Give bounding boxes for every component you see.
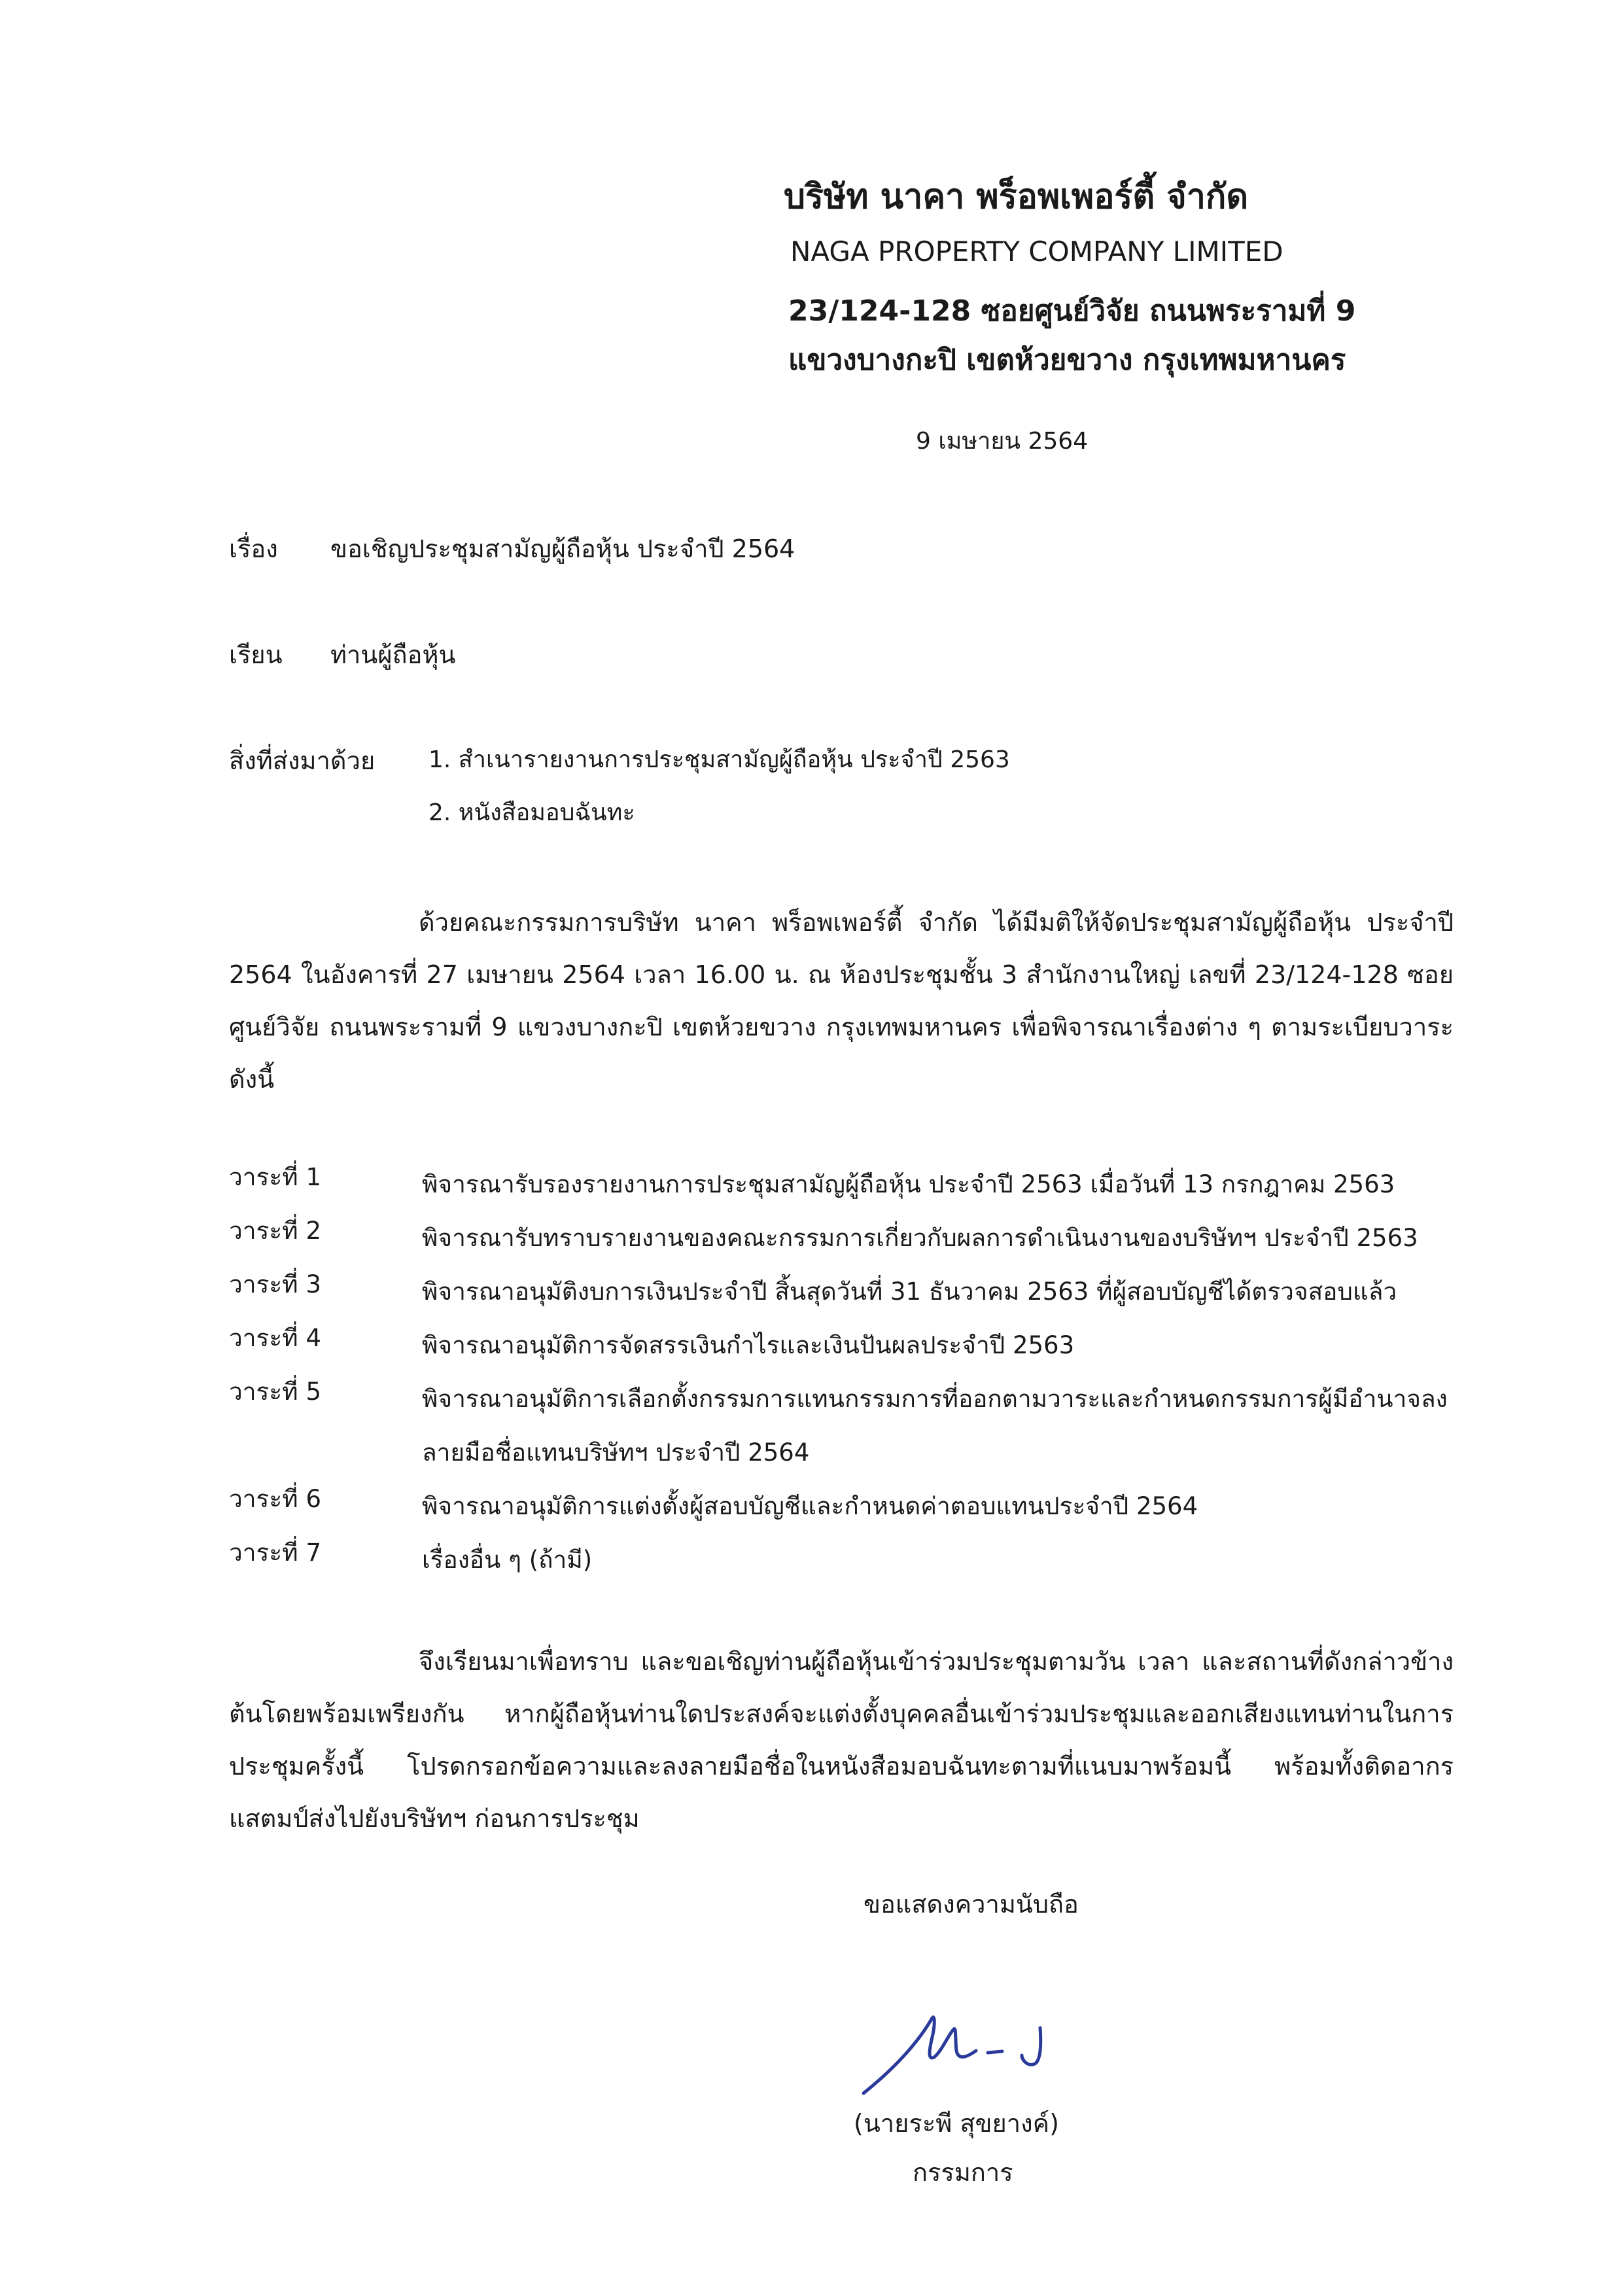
company-name-thai: บริษัท นาคา พร็อพเพอร์ตี้ จำกัด (784, 177, 1249, 217)
agenda-item (229, 1319, 1472, 1372)
handwritten-signature (850, 1995, 1060, 2106)
intro-paragraph-text: ด้วยคณะกรรมการบริษัท นาคา พร็อพเพอร์ตี้ จำกัด ได้มีมติให้จัดประชุมสามัญผู้ถือหุ้น ประจำปี 2564 ในอังคารที่ 27 เมษายน 2564 เวลา 16.00 น. ณ ห้องประชุมชั้น 3 สำนักงานใหญ่ เลขที่ 23/124-128 ซอยศูนย์วิจัย ถนนพระรามที่ 9 แขวงบางกะปิ เขตห้วยขวาง กรุงเทพมหานคร เพื่อพิจารณาเรื่องต่าง ๆ ตามระเบียบวาระดังนี้ (229, 908, 1454, 1094)
agenda-label: วาระที่ 2 (229, 1217, 321, 1245)
company-name-english: NAGA PROPERTY COMPANY LIMITED (790, 235, 1283, 268)
signer-position: กรรมการ (913, 2158, 1013, 2187)
closing-paragraph-text: จึงเรียนมาเพื่อทราบ และขอเชิญท่านผู้ถือหุ้นเข้าร่วมประชุมตามวัน เวลา และสถานที่ดังกล่าวข้างต้นโดยพร้อมเพรียงกัน หากผู้ถือหุ้นท่านใดประสงค์จะแต่งตั้งบุคคลอื่นเข้าร่วมประชุมและออกเสียงแทนท่านในการประชุมครั้งนี้ โปรดกรอกข้อความและลงลายมือชื่อในหนังสือมอบฉันทะตามที่แนบมาพร้อมนี้ พร้อมทั้งติดอากรแสตมป์ส่งไปยังบริษัทฯ ก่อนการประชุม (229, 1647, 1454, 1833)
company-address-line2: แขวงบางกะปิ เขตห้วยขวาง กรุงเทพมหานคร (788, 343, 1346, 377)
agenda-item (229, 1265, 1472, 1319)
enclosure-item: 1. สำเนารายงานการประชุมสามัญผู้ถือหุ้น ประจำปี 2563 (428, 746, 1010, 773)
agenda-item (229, 1533, 1472, 1587)
recipient-text: ท่านผู้ถือหุ้น (330, 640, 456, 669)
agenda-label: วาระที่ 5 (229, 1378, 321, 1406)
agenda-list (229, 1158, 1472, 1587)
enclosures-label: สิ่งที่ส่งมาด้วย (229, 746, 375, 775)
agenda-text: พิจารณาอนุมัติการเลือกตั้งกรรมการแทนกรรมการที่ออกตามวาระและกำหนดกรรมการผู้มีอำนาจลงลายมือชื่อแทนบริษัทฯ ประจำปี 2564 (422, 1385, 1448, 1467)
agenda-text: พิจารณารับทราบรายงานของคณะกรรมการเกี่ยวกับผลการดำเนินงานของบริษัทฯ ประจำปี 2563 (422, 1224, 1418, 1252)
signer-name: (นายระพี สุขยางค์) (854, 2109, 1059, 2138)
agenda-label: วาระที่ 1 (229, 1163, 321, 1191)
agenda-label: วาระที่ 4 (229, 1324, 321, 1352)
agenda-item (229, 1372, 1472, 1480)
letter-date: 9 เมษายน 2564 (916, 428, 1089, 455)
recipient-label: เรียน (229, 640, 283, 669)
agenda-label: วาระที่ 6 (229, 1485, 321, 1513)
agenda-item (229, 1158, 1472, 1211)
agenda-item (229, 1480, 1472, 1533)
enclosure-item: 2. หนังสือมอบฉันทะ (428, 799, 635, 826)
subject-label: เรื่อง (229, 534, 278, 563)
agenda-text: พิจารณาอนุมัติการจัดสรรเงินกำไรและเงินปันผลประจำปี 2563 (422, 1331, 1075, 1359)
agenda-item (229, 1211, 1472, 1265)
agenda-text: เรื่องอื่น ๆ (ถ้ามี) (422, 1546, 593, 1574)
company-address-line1: 23/124-128 ซอยศูนย์วิจัย ถนนพระรามที่ 9 (788, 294, 1356, 328)
closing-paragraph (229, 1635, 1454, 1845)
intro-paragraph (229, 896, 1454, 1105)
subject-text: ขอเชิญประชุมสามัญผู้ถือหุ้น ประจำปี 2564 (330, 534, 795, 563)
agenda-label: วาระที่ 7 (229, 1539, 321, 1567)
closing-salutation: ขอแสดงความนับถือ (864, 1890, 1079, 1919)
agenda-text: พิจารณาอนุมัติงบการเงินประจำปี สิ้นสุดวันที่ 31 ธันวาคม 2563 ที่ผู้สอบบัญชีได้ตรวจสอบแล้ว (422, 1278, 1397, 1306)
agenda-text: พิจารณารับรองรายงานการประชุมสามัญผู้ถือหุ้น ประจำปี 2563 เมื่อวันที่ 13 กรกฎาคม 2563 (422, 1170, 1395, 1198)
agenda-text: พิจารณาอนุมัติการแต่งตั้งผู้สอบบัญชีและกำหนดค่าตอบแทนประจำปี 2564 (422, 1492, 1198, 1520)
agenda-label: วาระที่ 3 (229, 1270, 321, 1298)
